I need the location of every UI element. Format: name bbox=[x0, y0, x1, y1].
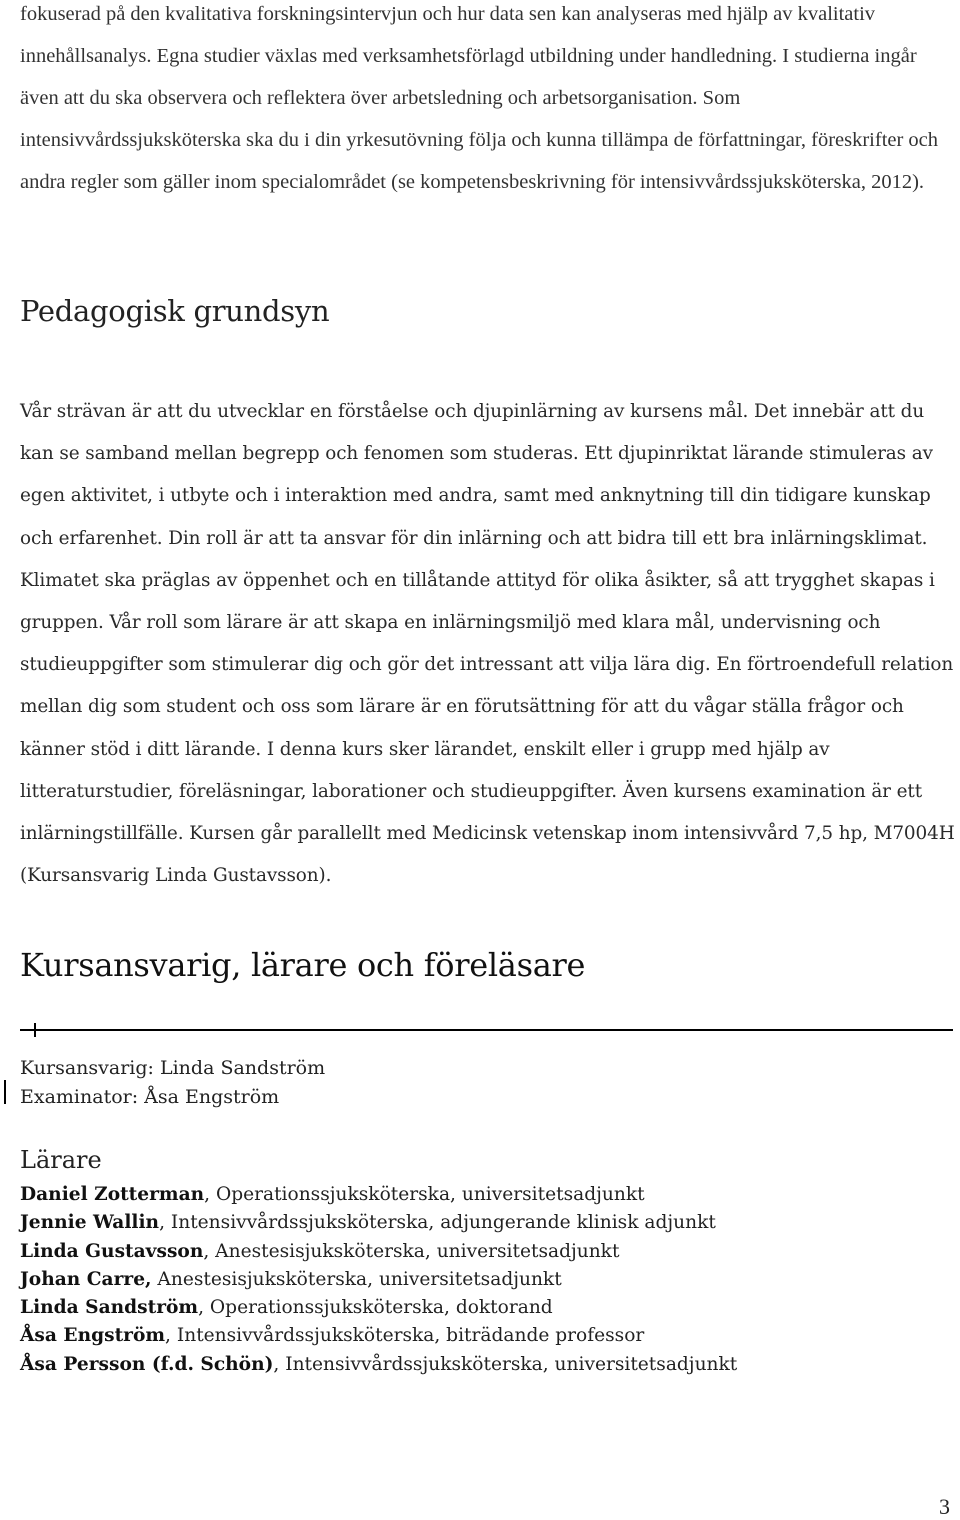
pedagogy-paragraph: Vår strävan är att du utvecklar en förståelse och djupinlärning av kursens mål. Det innebär att du kan se samband mellan begrepp och fenomen som studeras. Ett djupinriktat lärande stimuleras av egen aktivitet, i utbyte och i interaktion med andra, samt med anknytning till din tidigare kunskap och erfarenhet. Din roll är att ta ansvar för din inlärning och att bidra till ett bra inlärningsklimat. Klimatet ska präglas av öppenhet och en tillåtande attityd för olika åsikter, så att trygghet skapas i gruppen. Vår roll som lärare är att skapa en inlärningsmiljö med klara mål, undervisning och studieuppgifter som stimulerar dig och gör det intressant att vilja lära dig. En förtroendefull relation mellan dig som student och oss som lärare är en förutsättning för att du vågar ställa frågor och känner stöd i ditt lärande. I denna kurs sker lärandet, enskilt eller i grupp med hjälp av litteraturstudier, föreläsningar, laborationer och studieuppgifter. Även kursens examination är ett inlärningstillfälle. Kursen går parallellt med Medicinsk vetenskap inom intensivvård 7,5 hp, M7004H (Kursansvarig Linda Gustavsson). bbox=[20, 401, 955, 887]
list-item bbox=[20, 1351, 737, 1379]
list-item bbox=[20, 1266, 737, 1294]
teacher-role: , Anestesisjuksköterska, universitetsadjunkt bbox=[203, 1240, 620, 1262]
course-responsible: Kursansvarig: Linda Sandström bbox=[20, 1057, 326, 1079]
horizontal-rule bbox=[20, 1029, 953, 1031]
page-number: 3 bbox=[939, 1494, 950, 1519]
teacher-name: Åsa Persson (f.d. Schön) bbox=[20, 1353, 274, 1375]
examiner: Examinator: Åsa Engström bbox=[20, 1085, 280, 1108]
list-item bbox=[20, 1238, 737, 1266]
teacher-role: Anestesisjuksköterska, universitetsadjunkt bbox=[151, 1268, 562, 1290]
teacher-name: Jennie Wallin bbox=[20, 1212, 160, 1234]
list-item bbox=[20, 1181, 737, 1209]
list-item bbox=[20, 1322, 737, 1350]
teacher-list bbox=[20, 1181, 737, 1379]
teacher-name: Daniel Zotterman bbox=[20, 1184, 205, 1205]
teacher-role: , Operationssjuksköterska, universitetsadjunkt bbox=[204, 1184, 645, 1205]
staff-heading: Kursansvarig, lärare och föreläsare bbox=[20, 946, 586, 984]
teacher-role: , Intensivvårdssjuksköterska, universitetsadjunkt bbox=[273, 1353, 738, 1375]
intro-paragraph: fokuserad på den kvalitativa forskningsintervjun och hur data sen kan analyseras med hjälp av kvalitativ innehållsanalys. Egna studier växlas med verksamhetsförlagd utbildning under handledning. I studierna ingår även att du ska observera och reflektera över arbetsledning och arbetsorganisation. Som intensivvårdssjuksköterska ska du i din yrkesutövning följa och kunna tillämpa de författningar, föreskrifter och andra regler som gäller inom specialområdet (se kompetensbeskrivning för intensivvårdssjuksköterska, 2012). bbox=[20, 3, 939, 193]
list-item bbox=[20, 1294, 737, 1322]
teacher-role: , Operationssjuksköterska, doktorand bbox=[198, 1297, 553, 1319]
teacher-role: , Intensivvårdssjuksköterska, biträdande professor bbox=[165, 1325, 645, 1347]
teachers-heading: Lärare bbox=[20, 1146, 102, 1174]
change-bar bbox=[4, 1080, 6, 1104]
teacher-name: Åsa Engström bbox=[20, 1325, 166, 1347]
teacher-name: Linda Gustavsson bbox=[20, 1240, 204, 1262]
teacher-name: Johan Carre, bbox=[20, 1268, 152, 1290]
course-roles bbox=[20, 1054, 325, 1111]
rule-tick-mark bbox=[34, 1023, 36, 1037]
teacher-name: Linda Sandström bbox=[20, 1297, 199, 1319]
teacher-role: , Intensivvårdssjuksköterska, adjungerande klinisk adjunkt bbox=[159, 1212, 716, 1234]
pedagogy-heading: Pedagogisk grundsyn bbox=[20, 294, 330, 328]
list-item bbox=[20, 1209, 737, 1237]
